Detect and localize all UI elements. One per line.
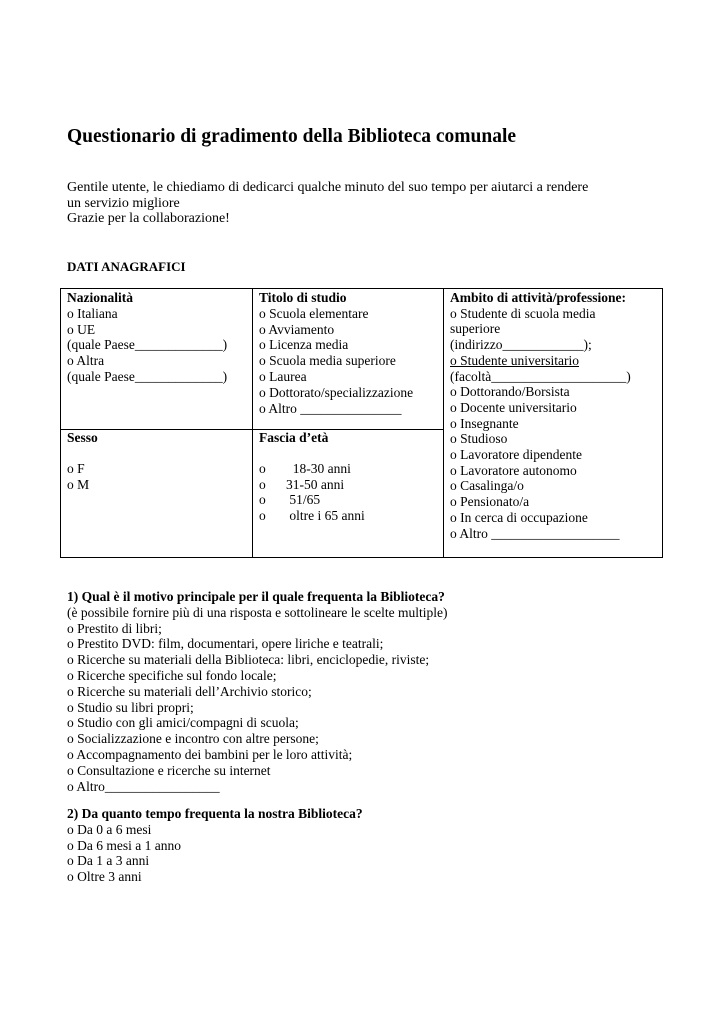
nazionalita-option[interactable]: o UE xyxy=(67,321,96,337)
ambito-option[interactable]: o Docente universitario xyxy=(450,399,577,415)
nazionalita-cell xyxy=(67,290,227,385)
nazionalita-heading: Nazionalità xyxy=(67,290,133,305)
titolo-studio-option[interactable]: o Dottorato/specializzazione xyxy=(259,384,414,400)
titolo-studio-option[interactable]: o Licenza media xyxy=(259,337,349,353)
question-1-block xyxy=(67,589,448,794)
table-divider xyxy=(252,289,253,557)
titolo-studio-heading: Titolo di studio xyxy=(259,290,347,305)
ambito-attivita-heading: Ambito di attività/professione: xyxy=(450,290,626,305)
nazionalita-option[interactable]: o Italiana xyxy=(67,305,118,321)
dati-anagrafici-heading: DATI ANAGRAFICI xyxy=(67,259,186,274)
nazionalita-paese-field[interactable]: (quale Paese_____________) xyxy=(67,368,228,384)
question-1-option[interactable]: o Altro_________________ xyxy=(67,778,220,794)
question-1-option[interactable]: o Accompagnamento dei bambini per le loro attività; xyxy=(67,746,353,762)
question-2-option[interactable]: o Da 1 a 3 anni xyxy=(67,853,150,869)
fascia-eta-option[interactable]: o 51/65 xyxy=(259,492,321,508)
ambito-option[interactable]: o Dottorando/Borsista xyxy=(450,384,570,400)
fascia-eta-option[interactable]: o 18-30 anni xyxy=(259,460,351,476)
ambito-option[interactable]: o Insegnante xyxy=(450,415,519,431)
table-divider xyxy=(61,429,443,430)
ambito-option[interactable]: o Casalinga/o xyxy=(450,478,524,494)
question-1-option[interactable]: o Prestito di libri; xyxy=(67,620,162,636)
question-2-option[interactable]: o Da 0 a 6 mesi xyxy=(67,821,152,837)
ambito-option[interactable]: o Altro ___________________ xyxy=(450,525,620,541)
sesso-option[interactable]: o M xyxy=(67,476,90,492)
question-2-option[interactable]: o Da 6 mesi a 1 anno xyxy=(67,837,181,853)
sesso-option[interactable]: o F xyxy=(67,460,85,476)
intro-paragraph xyxy=(67,180,667,227)
question-1-option[interactable]: o Ricerche specifiche sul fondo locale; xyxy=(67,667,277,683)
ambito-option[interactable]: o In cerca di occupazione xyxy=(450,509,588,525)
ambito-option[interactable]: o Studioso xyxy=(450,431,508,447)
ambito-option[interactable]: o Studente universitario xyxy=(450,352,579,368)
ambito-option[interactable]: o Lavoratore autonomo xyxy=(450,462,577,478)
dati-anagrafici-table xyxy=(60,288,663,558)
titolo-studio-option[interactable]: o Avviamento xyxy=(259,321,335,337)
question-2-block xyxy=(67,806,363,885)
nazionalita-option[interactable]: o Altra xyxy=(67,353,105,369)
question-1-option[interactable]: o Consultazione e ricerche su internet xyxy=(67,762,271,778)
document-title: Questionario di gradimento della Biblioteca comunale xyxy=(67,126,517,147)
ambito-attivita-cell xyxy=(450,290,631,541)
titolo-studio-cell xyxy=(259,290,413,416)
question-1-option[interactable]: o Studio con gli amici/compagni di scuola; xyxy=(67,715,299,731)
question-1-option[interactable]: o Studio su libri propri; xyxy=(67,699,194,715)
ambito-option-cont: superiore xyxy=(450,321,501,337)
titolo-studio-option[interactable]: o Altro _______________ xyxy=(259,400,402,416)
table-divider xyxy=(443,289,444,557)
fascia-eta-option[interactable]: o oltre i 65 anni xyxy=(259,508,365,524)
ambito-facolta-field[interactable]: (facoltà____________________) xyxy=(450,368,631,384)
ambito-indirizzo-field[interactable]: (indirizzo____________); xyxy=(450,337,592,353)
question-1-option[interactable]: o Ricerche su materiali dell’Archivio storico; xyxy=(67,683,312,699)
sesso-heading: Sesso xyxy=(67,430,98,445)
intro-thanks: Grazie per la collaborazione! xyxy=(67,211,230,226)
fascia-eta-cell xyxy=(259,430,365,524)
question-2-title: 2) Da quanto tempo frequenta la nostra Biblioteca? xyxy=(67,806,363,821)
ambito-option[interactable]: o Lavoratore dipendente xyxy=(450,447,582,463)
intro-line: un servizio migliore xyxy=(67,195,180,211)
titolo-studio-option[interactable]: o Scuola media superiore xyxy=(259,353,396,369)
question-1-option[interactable]: o Socializzazione e incontro con altre persone; xyxy=(67,731,319,747)
ambito-option[interactable]: o Studente di scuola media xyxy=(450,305,596,321)
question-1-option[interactable]: o Ricerche su materiali della Biblioteca: libri, enciclopedie, riviste; xyxy=(67,652,430,668)
ambito-option[interactable]: o Pensionato/a xyxy=(450,494,530,510)
question-1-title: 1) Qual è il motivo principale per il quale frequenta la Biblioteca? xyxy=(67,589,445,604)
titolo-studio-option[interactable]: o Laurea xyxy=(259,368,307,384)
fascia-eta-option[interactable]: o 31-50 anni xyxy=(259,476,345,492)
nazionalita-paese-field[interactable]: (quale Paese_____________) xyxy=(67,337,228,353)
question-2-option[interactable]: o Oltre 3 anni xyxy=(67,869,142,885)
titolo-studio-option[interactable]: o Scuola elementare xyxy=(259,305,369,321)
fascia-eta-heading: Fascia d’età xyxy=(259,430,329,445)
intro-line: Gentile utente, le chiediamo di dedicarci qualche minuto del suo tempo per aiutarci a rendere xyxy=(67,180,589,195)
question-1-option[interactable]: o Prestito DVD: film, documentari, opere liriche e teatrali; xyxy=(67,636,384,652)
question-1-note: (è possibile fornire più di una risposta e sottolineare le scelte multiple) xyxy=(67,604,448,620)
sesso-cell xyxy=(67,430,98,492)
